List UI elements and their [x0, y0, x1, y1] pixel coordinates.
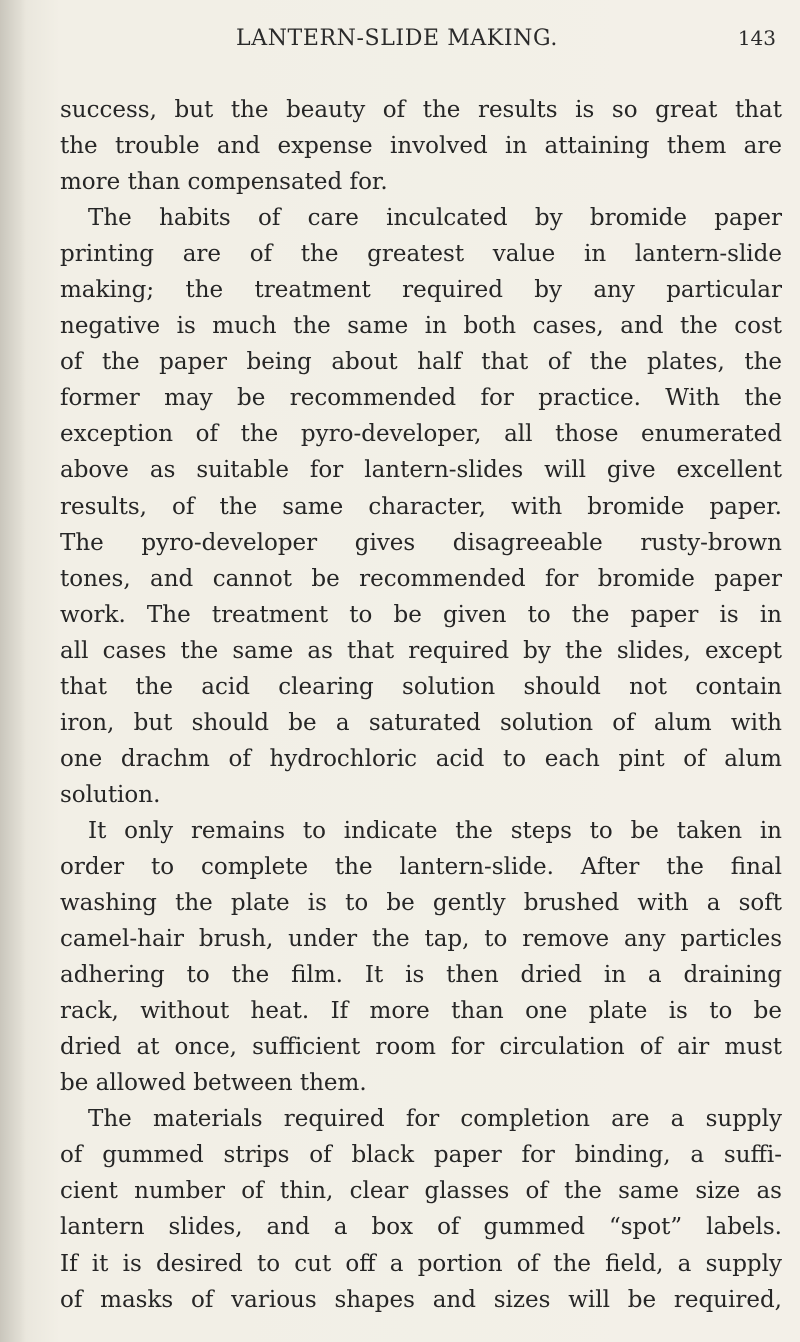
- text-line: former may be recommended for practice. With the: [60, 385, 782, 412]
- text-line: of the paper being about half that of the plates, the: [60, 349, 782, 376]
- text-line: be allowed between them.: [60, 1070, 367, 1097]
- text-line: above as suitable for lantern-slides will give excellent: [60, 457, 782, 484]
- text-line: negative is much the same in both cases, and the cost: [60, 313, 782, 340]
- running-head-title: LANTERN-SLIDE MAKING.: [236, 26, 558, 51]
- text-line: adhering to the film. It is then dried in a draining: [60, 962, 782, 989]
- text-line: It only remains to indicate the steps to be taken in: [88, 817, 782, 844]
- text-line: results, of the same character, with bromide paper.: [60, 493, 782, 520]
- text-line: printing are of the greatest value in lantern-slide: [60, 241, 782, 268]
- text-line: camel-hair brush, under the tap, to remove any particles: [60, 926, 782, 953]
- text-line: of masks of various shapes and sizes will be required,: [60, 1286, 782, 1313]
- text-line: exception of the pyro-developer, all those enumerated: [60, 421, 782, 448]
- text-line: dried at once, sufficient room for circulation of air must: [60, 1034, 782, 1061]
- body-text: [60, 92, 782, 1318]
- text-line: cient number of thin, clear glasses of the same size as: [60, 1178, 782, 1205]
- page-gutter-shadow: [0, 0, 26, 1342]
- text-line: all cases the same as that required by the slides, except: [60, 637, 782, 664]
- text-line: the trouble and expense involved in attaining them are: [60, 133, 782, 160]
- text-line: more than compensated for.: [60, 169, 388, 196]
- text-line: that the acid clearing solution should not contain: [60, 673, 782, 700]
- text-line: solution.: [60, 781, 161, 808]
- page-number: 143: [737, 26, 776, 50]
- running-head: [60, 14, 782, 54]
- text-line: success, but the beauty of the results is so great that: [60, 97, 782, 123]
- text-line: of gummed strips of black paper for binding, a suffi-: [60, 1142, 782, 1169]
- text-line: iron, but should be a saturated solution of alum with: [60, 709, 782, 736]
- text-line: making; the treatment required by any particular: [60, 277, 782, 304]
- text-line: tones, and cannot be recommended for bromide paper: [60, 565, 782, 592]
- text-line: The habits of care inculcated by bromide paper: [88, 205, 782, 232]
- text-line: washing the plate is to be gently brushed with a soft: [60, 890, 782, 917]
- text-line: one drachm of hydrochloric acid to each pint of alum: [60, 745, 782, 772]
- text-line: If it is desired to cut off a portion of the field, a supply: [60, 1250, 782, 1277]
- text-line: The materials required for completion are a supply: [88, 1106, 782, 1133]
- text-line: lantern slides, and a box of gummed “spot” labels.: [60, 1214, 782, 1241]
- text-line: The pyro-developer gives disagreeable rusty-brown: [60, 529, 782, 556]
- text-line: rack, without heat. If more than one plate is to be: [60, 998, 782, 1025]
- text-line: order to complete the lantern-slide. After the final: [60, 853, 782, 880]
- text-line: work. The treatment to be given to the paper is in: [60, 601, 782, 628]
